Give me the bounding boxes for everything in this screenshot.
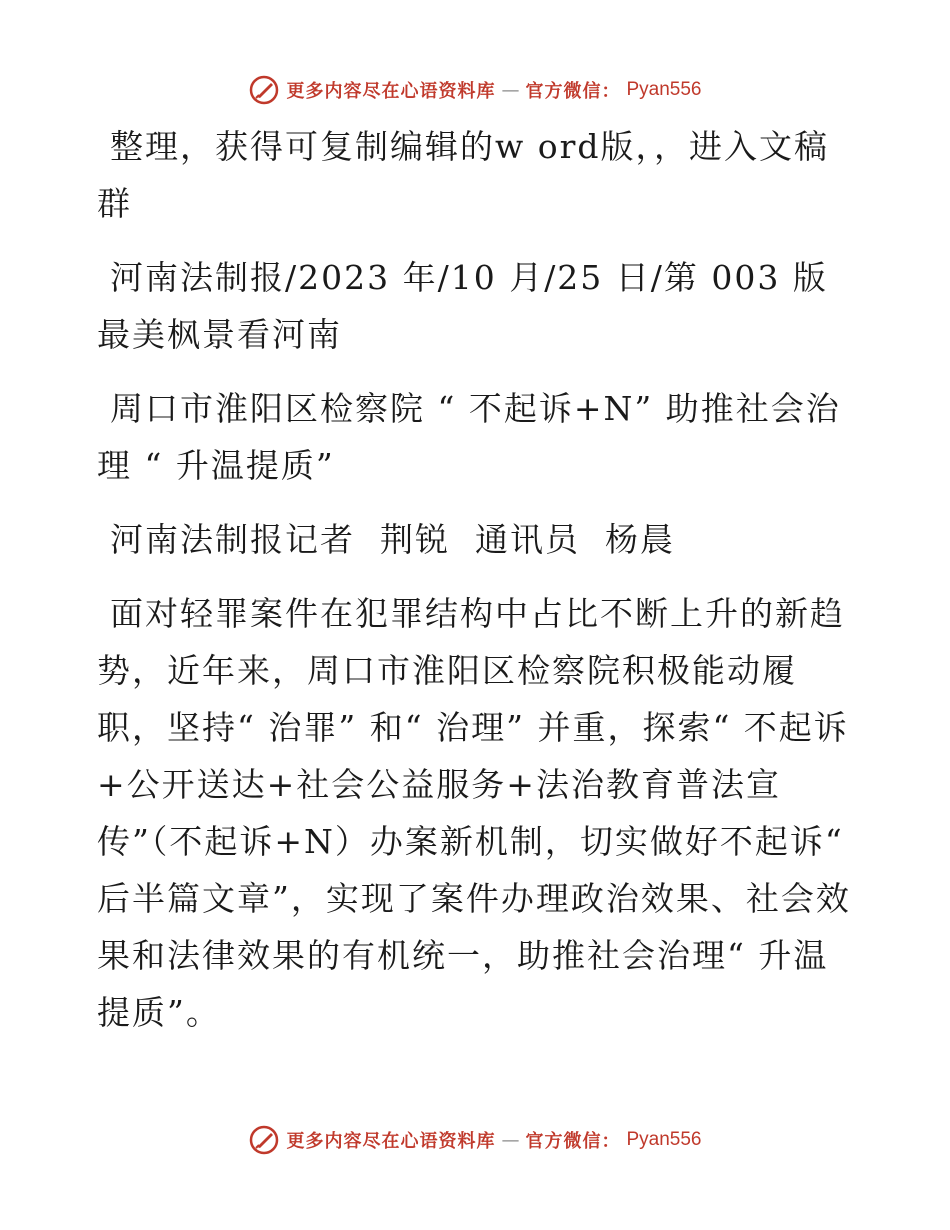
wechat-id: Pyan556 bbox=[626, 79, 702, 100]
watermark-text: 更多内容尽在心语资料库 bbox=[286, 1131, 496, 1152]
source-line: 河南法制报/2023 年/10 月/25 日/第 003 版最美枫景看河南 bbox=[97, 258, 828, 354]
intro-paragraph: 整理，获得可复制编辑的w ord版，，进入文稿群 bbox=[97, 127, 830, 223]
footer-watermark bbox=[0, 1122, 950, 1158]
wechat-label: 官方微信： bbox=[525, 1131, 621, 1152]
watermark-dash: — bbox=[501, 1129, 520, 1151]
wechat-id: Pyan556 bbox=[626, 1129, 702, 1150]
byline: 河南法制报记者 荆锐 通讯员 杨晨 bbox=[110, 520, 675, 559]
document-body bbox=[97, 118, 857, 1058]
quill-pen-icon bbox=[248, 74, 280, 106]
watermark-text: 更多内容尽在心语资料库 bbox=[286, 81, 496, 102]
article-title: 周口市淮阳区检察院 “ 不起诉+N” 助推社会治理 “ 升温提质” bbox=[97, 389, 841, 485]
wechat-label: 官方微信： bbox=[525, 81, 621, 102]
body-paragraph: 面对轻罪案件在犯罪结构中占比不断上升的新趋势，近年来，周口市淮阳区检察院积极能动履职，坚持“ 治罪” 和“ 治理” 并重，探索“ 不起诉+公开送达+社会公益服务+法治教育普法宣传”（不起诉+N）办案新机制，切实做好不起诉“ 后半篇文章”，实现了案件办理政治效果、社会效果和法律效果的有机统一，助推社会治理“ 升温提质”。 bbox=[97, 594, 857, 1032]
watermark-dash: — bbox=[501, 79, 520, 101]
quill-pen-icon bbox=[248, 1124, 280, 1156]
header-watermark bbox=[0, 72, 950, 108]
